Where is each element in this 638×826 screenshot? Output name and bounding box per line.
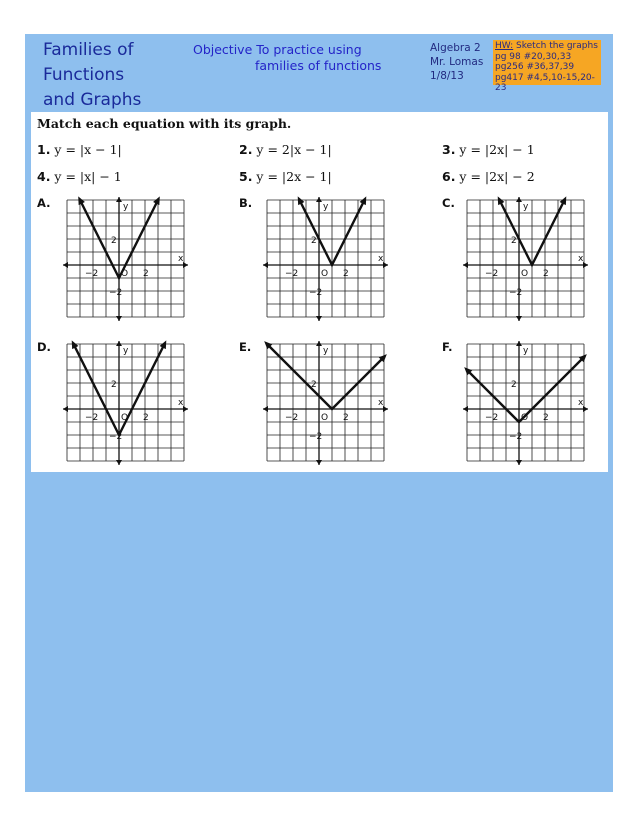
- y-axis-arrow: [116, 197, 122, 202]
- y-axis-arrow: [116, 316, 122, 321]
- tick-label: −2: [285, 269, 299, 279]
- graph-label: D.: [37, 340, 51, 354]
- objective-text: [193, 42, 383, 74]
- tick-label: −2: [285, 413, 299, 423]
- homework-heading: [495, 41, 599, 52]
- x-axis-arrow: [263, 406, 268, 412]
- y-axis-label: y: [123, 202, 129, 212]
- graph-d: [61, 340, 190, 467]
- tick-label: 2: [511, 236, 517, 246]
- y-axis-arrow: [516, 316, 522, 321]
- x-axis-arrow: [383, 262, 388, 268]
- equation-item: [442, 169, 535, 184]
- equation-text: y = 2|x − 1|: [252, 142, 332, 157]
- tick-label: 2: [143, 413, 149, 423]
- title-line: Families of: [43, 40, 134, 60]
- tick-label: −2: [309, 432, 323, 442]
- homework-line: pg417 #4,5,10-15,20-23: [495, 72, 595, 93]
- equation-number: 5.: [239, 169, 253, 184]
- equation-item: [239, 169, 332, 184]
- equation-number: 3.: [442, 142, 456, 157]
- course-name: Algebra 2: [430, 42, 481, 54]
- origin-label: O: [321, 413, 329, 423]
- instructions: Match each equation with its graph.: [37, 116, 292, 131]
- homework-box: [493, 40, 601, 93]
- equation-text: y = |x| − 1: [50, 169, 122, 184]
- y-axis-label: y: [323, 202, 329, 212]
- origin-label: O: [521, 269, 529, 279]
- graph-label: F.: [442, 340, 453, 354]
- tick-label: 2: [511, 380, 517, 390]
- graph-b: [261, 196, 390, 323]
- x-axis-arrow: [63, 406, 68, 412]
- tick-label: 2: [311, 380, 317, 390]
- graph-label: C.: [442, 196, 455, 210]
- tick-label: 2: [143, 269, 149, 279]
- homework-line: pg 98 #20,30,33: [495, 51, 572, 62]
- homework-line: pg256 #36,37,39: [495, 62, 575, 72]
- equation-item: [239, 142, 332, 157]
- homework-title: Sketch the graphs: [513, 41, 598, 51]
- equation-text: y = |2x| − 1: [455, 142, 535, 157]
- equation-text: y = |x − 1|: [50, 142, 122, 157]
- y-axis-label: y: [323, 346, 329, 356]
- origin-label: O: [121, 413, 129, 423]
- tick-label: 2: [343, 269, 349, 279]
- y-axis-arrow: [516, 197, 522, 202]
- tick-label: −2: [485, 269, 499, 279]
- tick-label: 2: [311, 236, 317, 246]
- title-line: Functions: [43, 65, 125, 85]
- tick-label: −2: [109, 288, 123, 298]
- x-axis-label: x: [578, 398, 584, 408]
- equation-number: 6.: [442, 169, 456, 184]
- homework-label: HW:: [495, 41, 514, 51]
- x-axis-label: x: [178, 254, 184, 264]
- x-axis-label: x: [578, 254, 584, 264]
- course-info: [430, 41, 483, 83]
- graph-a: [61, 196, 190, 323]
- equation-item: [37, 169, 122, 184]
- x-axis-arrow: [383, 406, 388, 412]
- equation-number: 2.: [239, 142, 253, 157]
- page-title: [43, 38, 193, 113]
- y-axis-arrow: [116, 460, 122, 465]
- x-axis-arrow: [583, 406, 588, 412]
- objective-line: Objective To practice using: [193, 42, 362, 57]
- equation-item: [37, 142, 122, 157]
- equation-item: [442, 142, 535, 157]
- x-axis-label: x: [378, 398, 384, 408]
- x-axis-arrow: [463, 262, 468, 268]
- x-axis-arrow: [183, 262, 188, 268]
- graph-e: [261, 340, 390, 467]
- y-axis-arrow: [116, 341, 122, 346]
- y-axis-label: y: [523, 346, 529, 356]
- y-axis-arrow: [516, 460, 522, 465]
- tick-label: −2: [509, 432, 523, 442]
- x-axis-arrow: [263, 262, 268, 268]
- equation-number: 1.: [37, 142, 51, 157]
- objective-line: families of functions: [255, 58, 382, 73]
- tick-label: −2: [509, 288, 523, 298]
- y-axis-label: y: [523, 202, 529, 212]
- equation-text: y = |2x| − 2: [455, 169, 535, 184]
- tick-label: −2: [85, 413, 99, 423]
- tick-label: −2: [109, 432, 123, 442]
- worksheet-panel: [31, 112, 608, 472]
- x-axis-arrow: [63, 262, 68, 268]
- graph-label: B.: [239, 196, 253, 210]
- y-axis-arrow: [316, 460, 322, 465]
- y-axis-label: y: [123, 346, 129, 356]
- origin-label: O: [521, 413, 529, 423]
- tick-label: 2: [543, 413, 549, 423]
- graph-label: E.: [239, 340, 252, 354]
- tick-label: −2: [485, 413, 499, 423]
- date: 1/8/13: [430, 70, 464, 82]
- graph-f: [461, 340, 590, 467]
- y-axis-arrow: [316, 316, 322, 321]
- teacher-name: Mr. Lomas: [430, 56, 484, 68]
- tick-label: 2: [111, 236, 117, 246]
- origin-label: O: [321, 269, 329, 279]
- tick-label: 2: [111, 380, 117, 390]
- title-line: and Graphs: [43, 90, 142, 110]
- tick-label: −2: [309, 288, 323, 298]
- y-axis-arrow: [516, 341, 522, 346]
- y-axis-arrow: [316, 341, 322, 346]
- tick-label: 2: [543, 269, 549, 279]
- x-axis-arrow: [583, 262, 588, 268]
- origin-label: O: [121, 269, 129, 279]
- graph-c: [461, 196, 590, 323]
- x-axis-arrow: [463, 406, 468, 412]
- x-axis-label: x: [178, 398, 184, 408]
- equation-number: 4.: [37, 169, 51, 184]
- x-axis-arrow: [183, 406, 188, 412]
- equation-text: y = |2x − 1|: [252, 169, 332, 184]
- tick-label: 2: [343, 413, 349, 423]
- x-axis-label: x: [378, 254, 384, 264]
- graph-label: A.: [37, 196, 51, 210]
- tick-label: −2: [85, 269, 99, 279]
- y-axis-arrow: [316, 197, 322, 202]
- slide-background: [25, 34, 613, 792]
